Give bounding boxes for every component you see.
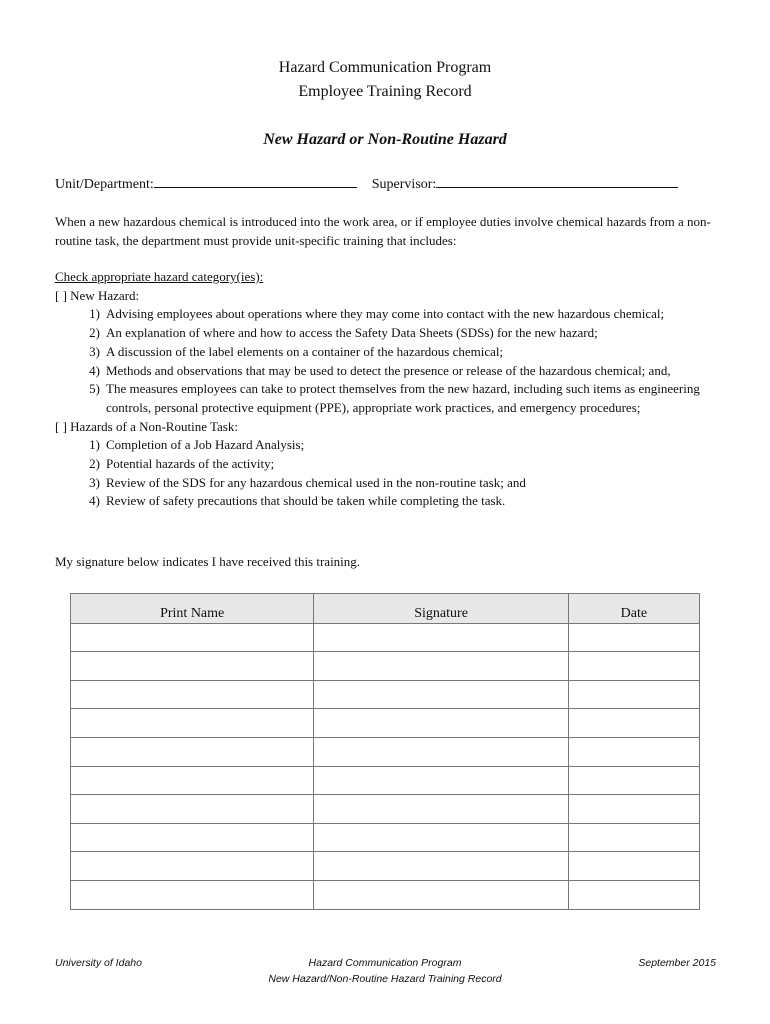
signature-cell[interactable] (314, 823, 568, 852)
footer-center (185, 955, 585, 987)
table-row (71, 680, 700, 709)
signature-statement: My signature below indicates I have received this training. (55, 554, 361, 569)
table-row (71, 766, 700, 795)
signature-cell[interactable] (314, 880, 568, 909)
date-cell[interactable] (568, 823, 699, 852)
list-item-text: Review of the SDS for any hazardous chemical used in the non-routine task; and (106, 474, 526, 490)
signature-table (70, 593, 700, 910)
table-row (71, 652, 700, 681)
table-row (71, 880, 700, 909)
table-row (71, 737, 700, 766)
list-item-text: Potential hazards of the activity; (106, 456, 275, 472)
list-item (55, 324, 720, 343)
date-cell[interactable] (568, 795, 699, 824)
signature-cell[interactable] (314, 680, 568, 709)
list-item-text: Advising employees about operations where they may come into contact with the new hazardous chemical; (106, 306, 665, 322)
table-row (71, 795, 700, 824)
print-name-cell[interactable] (71, 852, 314, 881)
list-item (55, 436, 720, 455)
list-item-text: Completion of a Job Hazard Analysis; (106, 437, 305, 453)
list-item-number: 2) (89, 325, 100, 341)
date-cell[interactable] (568, 766, 699, 795)
list-item (55, 362, 720, 381)
non-routine-checkbox[interactable]: [ ] Hazards of a Non-Routine Task: (55, 418, 238, 434)
list-item (55, 380, 720, 417)
list-item (55, 474, 720, 493)
print-name-cell[interactable] (71, 737, 314, 766)
document-title: Hazard Communication Program (278, 59, 492, 76)
print-name-cell[interactable] (71, 766, 314, 795)
footer-center-line2: New Hazard/Non-Routine Hazard Training Record (268, 973, 502, 985)
signature-cell[interactable] (314, 737, 568, 766)
print-name-cell[interactable] (71, 709, 314, 738)
unit-department-field[interactable] (154, 174, 357, 188)
print-name-cell[interactable] (71, 623, 314, 652)
list-item-number: 4) (89, 362, 100, 378)
list-item-number: 2) (89, 456, 100, 472)
list-item-number: 3) (89, 343, 100, 359)
supervisor-field[interactable] (436, 174, 678, 188)
list-item-number: 5) (89, 381, 100, 397)
signature-cell[interactable] (314, 766, 568, 795)
header-fields (55, 174, 715, 194)
footer-center-line1: Hazard Communication Program (308, 957, 462, 969)
signature-cell[interactable] (314, 709, 568, 738)
list-item (55, 492, 720, 511)
hazard-checklist (55, 268, 720, 511)
date-cell[interactable] (568, 680, 699, 709)
signature-cell[interactable] (314, 852, 568, 881)
signature-table-body (71, 623, 700, 909)
list-item (55, 305, 720, 324)
intro-paragraph: When a new hazardous chemical is introduced into the work area, or if employee duties involve chemical hazards from a non-routine task, the department must provide unit-specific training that includes: (55, 214, 711, 248)
signature-cell[interactable] (314, 652, 568, 681)
unit-department-label: Unit/Department: (55, 177, 154, 192)
date-cell[interactable] (568, 737, 699, 766)
signature-cell[interactable] (314, 795, 568, 824)
list-item (55, 343, 720, 362)
date-cell[interactable] (568, 652, 699, 681)
date-cell[interactable] (568, 709, 699, 738)
table-row (71, 623, 700, 652)
table-row (71, 823, 700, 852)
date-cell[interactable] (568, 852, 699, 881)
footer-right: September 2015 (638, 957, 716, 969)
list-item (55, 455, 720, 474)
list-item-text: Methods and observations that may be used to detect the presence or release of the hazardous chemical; and, (106, 362, 671, 378)
date-cell[interactable] (568, 623, 699, 652)
print-name-cell[interactable] (71, 680, 314, 709)
print-name-cell[interactable] (71, 880, 314, 909)
list-item-number: 1) (89, 306, 100, 322)
new-hazard-list (55, 305, 720, 417)
new-hazard-checkbox[interactable]: [ ] New Hazard: (55, 287, 140, 303)
list-item-text: An explanation of where and how to access the Safety Data Sheets (SDSs) for the new hazard; (106, 325, 598, 341)
supervisor-label: Supervisor: (371, 177, 437, 192)
date-cell[interactable] (568, 880, 699, 909)
column-header-date: Date (568, 594, 699, 624)
table-row (71, 709, 700, 738)
list-item-number: 3) (89, 474, 100, 490)
print-name-cell[interactable] (71, 823, 314, 852)
print-name-cell[interactable] (71, 652, 314, 681)
non-routine-list (55, 436, 720, 511)
checklist-heading: Check appropriate hazard category(ies): (55, 269, 264, 284)
document-subtitle: New Hazard or Non-Routine Hazard (263, 131, 507, 148)
list-item-text: A discussion of the label elements on a container of the hazardous chemical; (106, 343, 504, 359)
signature-cell[interactable] (314, 623, 568, 652)
list-item-number: 1) (89, 437, 100, 453)
document-title-line2: Employee Training Record (298, 83, 472, 100)
column-header-print-name: Print Name (71, 594, 314, 624)
footer-left: University of Idaho (55, 957, 142, 969)
column-header-signature: Signature (314, 594, 568, 624)
table-row (71, 852, 700, 881)
list-item-number: 4) (89, 493, 100, 509)
table-header-row (71, 594, 700, 624)
list-item-text: The measures employees can take to protect themselves from the new hazard, including such items as engineering controls, personal protective equipment (PPE), appropriate work practices, and emergency procedures; (106, 381, 700, 415)
print-name-cell[interactable] (71, 795, 314, 824)
list-item-text: Review of safety precautions that should be taken while completing the task. (106, 493, 506, 509)
